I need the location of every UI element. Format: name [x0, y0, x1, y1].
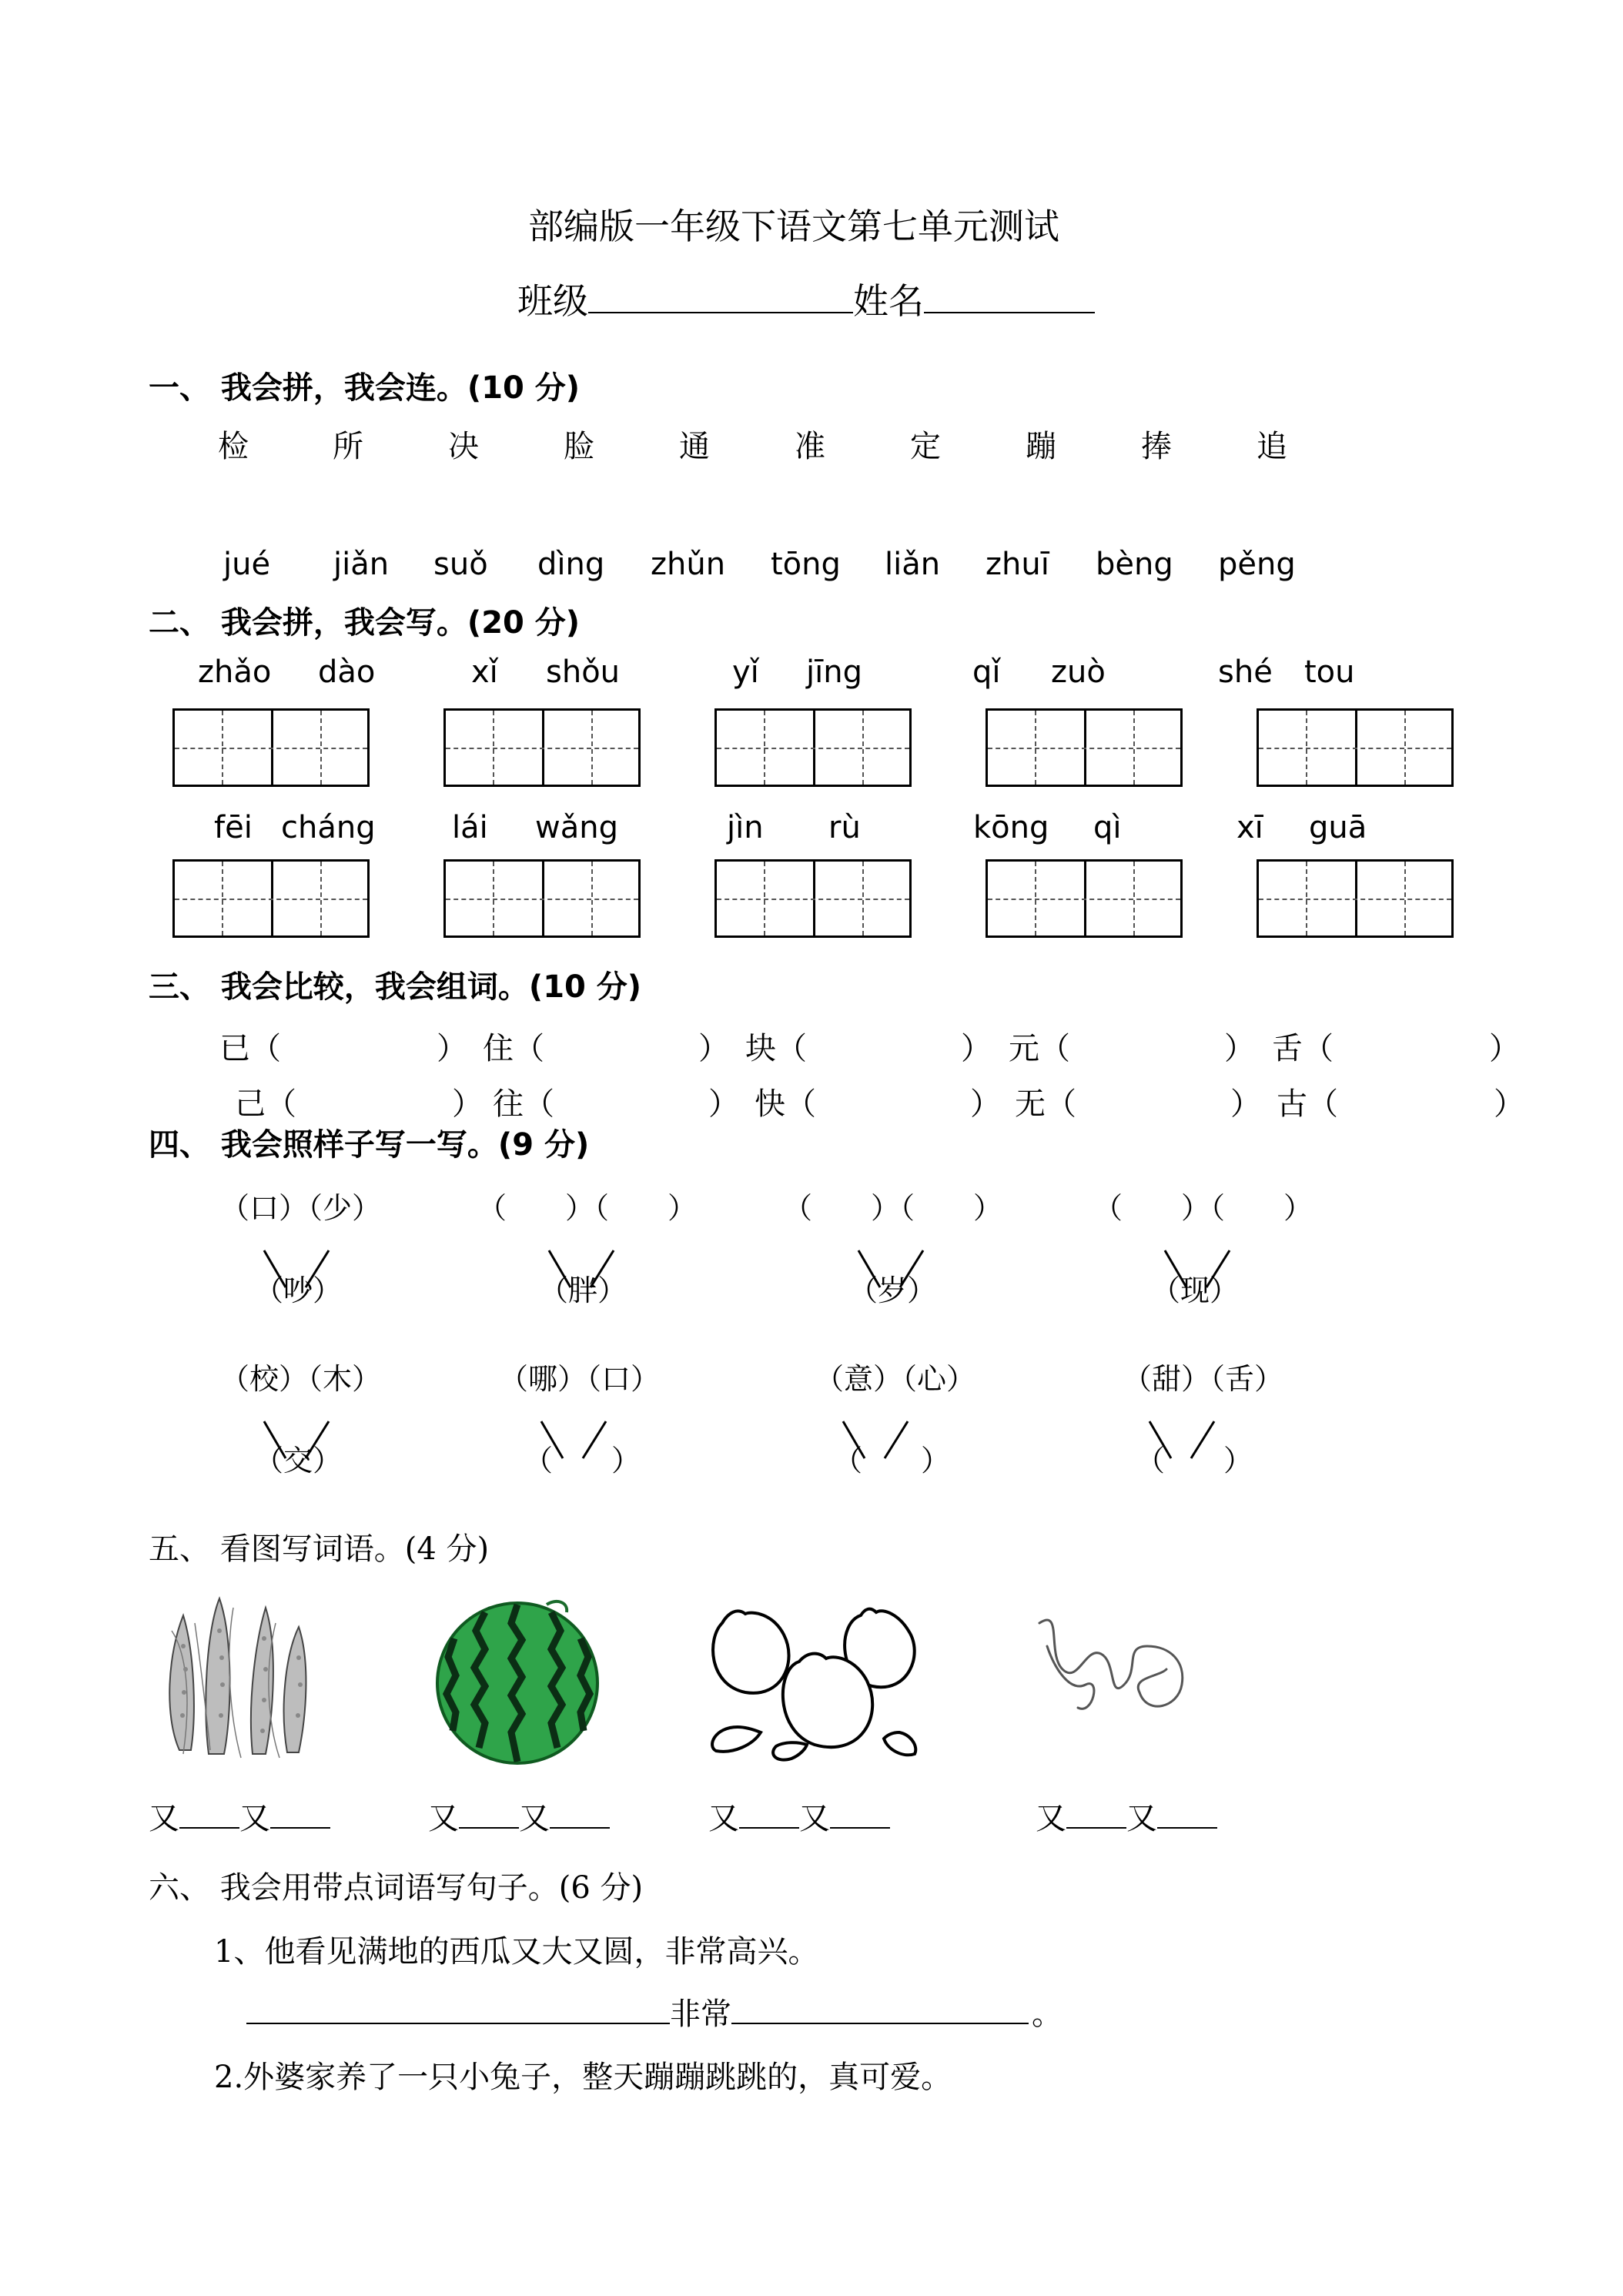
char-item[interactable]: 所 — [333, 429, 363, 464]
grid-line — [1306, 862, 1307, 935]
char-item[interactable]: 蹦 — [1026, 429, 1056, 464]
grid-line — [446, 899, 638, 900]
grid-line — [446, 748, 638, 749]
pinyin-label: qì — [1093, 810, 1122, 845]
grid-line — [591, 862, 593, 935]
pinyin-label: xī — [1236, 810, 1263, 845]
grid-line — [1133, 862, 1135, 935]
writing-box[interactable] — [714, 708, 912, 787]
word-blank[interactable] — [739, 1801, 799, 1829]
char-item[interactable]: 脸 — [564, 429, 594, 464]
grid-line — [1035, 711, 1036, 785]
corn-picture — [149, 1585, 327, 1762]
combined-character[interactable]: （ ） — [524, 1444, 641, 1478]
class-label: 班级 — [517, 280, 588, 322]
writing-box[interactable] — [714, 859, 912, 938]
grid-line — [175, 748, 367, 749]
prefix-label: 又 — [519, 1801, 550, 1836]
pinyin-label: tou — [1304, 654, 1355, 690]
pinyin-label: cháng — [281, 810, 376, 845]
sentence-2: 2.外婆家养了一只小兔子，整天蹦蹦跳跳的，真可爱。 — [214, 2060, 952, 2095]
pinyin-label: wǎng — [535, 810, 618, 845]
char-item[interactable]: 定 — [910, 429, 941, 464]
section-2-heading: 二、 我会拼，我会写。(20 分) — [149, 605, 581, 641]
component-pair: （口）（少） — [220, 1191, 382, 1225]
sentence-1: 1、他看见满地的西瓜又大又圆，非常高兴。 — [214, 1934, 819, 1970]
prefix-label: 又 — [239, 1801, 270, 1836]
grid-line — [717, 748, 909, 749]
pinyin-item[interactable]: dìng — [537, 547, 605, 582]
pinyin-label: jìn — [727, 810, 764, 845]
name-blank[interactable] — [924, 284, 1095, 313]
grid-line — [717, 899, 909, 900]
word-blank[interactable] — [179, 1801, 239, 1829]
pinyin-label: yǐ — [732, 654, 759, 690]
word-group-blank[interactable]: ） — [1224, 1031, 1255, 1066]
word-group-prompt: 无（ — [1015, 1086, 1076, 1122]
peach-picture — [707, 1600, 925, 1765]
pinyin-item[interactable]: zhǔn — [651, 547, 726, 582]
class-blank[interactable] — [588, 284, 853, 313]
pinyin-item[interactable]: jiǎn — [333, 547, 390, 582]
grid-line — [1133, 711, 1135, 785]
component-pair[interactable]: （ ）（ ） — [1093, 1191, 1313, 1225]
word-group-prompt: 古（ — [1277, 1086, 1338, 1122]
prefix-label: 又 — [428, 1801, 459, 1836]
pinyin-label: kōng — [973, 810, 1049, 845]
word-group-blank[interactable]: ） — [698, 1031, 729, 1066]
word-blank[interactable] — [1157, 1801, 1217, 1829]
pinyin-label: guā — [1309, 810, 1367, 845]
char-item[interactable]: 检 — [218, 429, 249, 464]
component-pair: （哪）（口） — [499, 1362, 661, 1396]
word-group-blank[interactable]: ） — [1489, 1031, 1520, 1066]
combined-character: （胖） — [539, 1274, 627, 1307]
component-pair: （校）（木） — [220, 1362, 382, 1396]
fill-blank-2[interactable] — [731, 1996, 1029, 2024]
page-title: 部编版一年级下语文第七单元测试 — [528, 206, 1059, 247]
word-blank[interactable] — [270, 1801, 330, 1829]
writing-box[interactable] — [1257, 708, 1454, 787]
char-item[interactable]: 追 — [1257, 429, 1287, 464]
pinyin-item[interactable]: bèng — [1096, 547, 1173, 582]
word-blank[interactable] — [550, 1801, 610, 1829]
grid-line — [988, 899, 1180, 900]
prefix-label: 又 — [1036, 1801, 1066, 1836]
fill-end: 。 — [1032, 1996, 1062, 2032]
component-pair: （意）（心） — [815, 1362, 976, 1396]
prefix-label: 又 — [149, 1801, 179, 1836]
rope-picture — [1032, 1600, 1201, 1765]
pinyin-label: lái — [452, 810, 488, 845]
grid-line — [1404, 862, 1406, 935]
pinyin-label: xǐ — [471, 654, 498, 690]
combined-character[interactable]: （ ） — [833, 1444, 951, 1478]
pinyin-label: zuò — [1051, 654, 1106, 690]
grid-line — [1035, 862, 1036, 935]
pinyin-label: dào — [318, 654, 376, 690]
grid-line — [320, 711, 322, 785]
pinyin-label: rù — [828, 810, 861, 845]
pinyin-label: shǒu — [546, 654, 621, 690]
grid-line — [222, 711, 223, 785]
section-6-heading: 六、 我会用带点词语写句子。(6 分) — [149, 1870, 644, 1906]
grid-line — [1306, 711, 1307, 785]
word-blank-row[interactable] — [428, 1794, 610, 1838]
word-group-blank[interactable]: ） — [961, 1031, 992, 1066]
section-3-heading: 三、 我会比较，我会组词。(10 分) — [149, 969, 642, 1005]
pinyin-item[interactable]: pěng — [1218, 547, 1296, 582]
word-group-blank[interactable]: ） — [1494, 1086, 1524, 1122]
grid-line — [764, 711, 765, 785]
word-blank[interactable] — [830, 1801, 890, 1829]
grid-line — [222, 862, 223, 935]
pinyin-label: zhǎo — [198, 654, 272, 690]
word-group-prompt: 舌（ — [1272, 1031, 1334, 1066]
word-group-prompt: 已（ — [219, 1031, 281, 1066]
word-blank-row[interactable] — [1036, 1794, 1217, 1838]
word-group-blank[interactable]: ） — [1230, 1086, 1261, 1122]
combined-character[interactable]: （ ） — [1136, 1444, 1253, 1478]
prefix-label: 又 — [1126, 1801, 1157, 1836]
combined-character: （岁） — [848, 1274, 937, 1307]
component-pair: （甜）（舌） — [1123, 1362, 1284, 1396]
prefix-label: 又 — [799, 1801, 830, 1836]
char-item[interactable]: 捧 — [1141, 429, 1172, 464]
component-pair[interactable]: （ ）（ ） — [477, 1191, 698, 1225]
pinyin-label: qǐ — [972, 654, 1001, 690]
pinyin-label: jīng — [806, 654, 862, 690]
sentence-1-fill-row — [246, 1990, 1062, 2033]
pinyin-label: shé — [1218, 654, 1273, 690]
name-label: 姓名 — [853, 280, 924, 322]
pinyin-item[interactable]: suǒ — [433, 547, 488, 582]
grid-line — [175, 899, 367, 900]
word-group-blank[interactable]: ） — [970, 1086, 1001, 1122]
grid-line — [1259, 899, 1451, 900]
grid-line — [862, 862, 864, 935]
grid-line — [988, 748, 1180, 749]
section-5-heading: 五、 看图写词语。(4 分) — [149, 1531, 490, 1567]
prefix-label: 又 — [708, 1801, 739, 1836]
fill-word: 非常 — [670, 1996, 731, 2032]
word-group-blank[interactable]: ） — [452, 1086, 483, 1122]
word-blank[interactable] — [459, 1801, 519, 1829]
word-group-prompt: 快（ — [755, 1086, 816, 1122]
grid-line — [862, 711, 864, 785]
fill-blank-1[interactable] — [246, 1996, 670, 2024]
writing-box[interactable] — [1257, 859, 1454, 938]
pinyin-item[interactable]: liǎn — [885, 547, 941, 582]
writing-box[interactable] — [443, 708, 641, 787]
word-group-prompt: 己（ — [235, 1086, 296, 1122]
grid-line — [1259, 748, 1451, 749]
grid-line — [493, 862, 494, 935]
section-1-heading: 一、 我会拼，我会连。(10 分) — [149, 370, 581, 406]
word-blank-row[interactable] — [708, 1794, 890, 1838]
watermelon-picture — [431, 1592, 605, 1766]
word-group-blank[interactable]: ） — [437, 1031, 467, 1066]
grid-line — [493, 711, 494, 785]
word-group-prompt: 块（ — [745, 1031, 807, 1066]
writing-box[interactable] — [986, 708, 1183, 787]
writing-box[interactable] — [172, 708, 370, 787]
pinyin-item[interactable]: jué — [223, 547, 271, 582]
word-group-blank[interactable]: ） — [708, 1086, 739, 1122]
word-group-prompt: 住（ — [483, 1031, 544, 1066]
grid-line — [320, 862, 322, 935]
grid-line — [1404, 711, 1406, 785]
char-item[interactable]: 准 — [795, 429, 825, 464]
pinyin-label: fēi — [214, 810, 253, 845]
grid-line — [591, 711, 593, 785]
class-name-line — [517, 273, 1095, 324]
word-group-prompt: 元（ — [1009, 1031, 1070, 1066]
combined-character: （现） — [1151, 1274, 1240, 1307]
section-4-heading: 四、 我会照样子写一写。(9 分) — [149, 1127, 590, 1163]
word-blank-row[interactable] — [149, 1794, 330, 1838]
pinyin-item[interactable]: tōng — [771, 547, 841, 582]
grid-line — [764, 862, 765, 935]
component-pair[interactable]: （ ）（ ） — [783, 1191, 1003, 1225]
word-blank[interactable] — [1066, 1801, 1126, 1829]
combined-character: （吵） — [254, 1274, 343, 1307]
pinyin-item[interactable]: zhuī — [986, 547, 1049, 582]
combined-character: （交） — [254, 1444, 343, 1478]
word-group-prompt: 往（ — [493, 1086, 554, 1122]
writing-box[interactable] — [986, 859, 1183, 938]
writing-box[interactable] — [443, 859, 641, 938]
char-item[interactable]: 通 — [679, 429, 710, 464]
writing-box[interactable] — [172, 859, 370, 938]
char-item[interactable]: 决 — [448, 429, 479, 464]
